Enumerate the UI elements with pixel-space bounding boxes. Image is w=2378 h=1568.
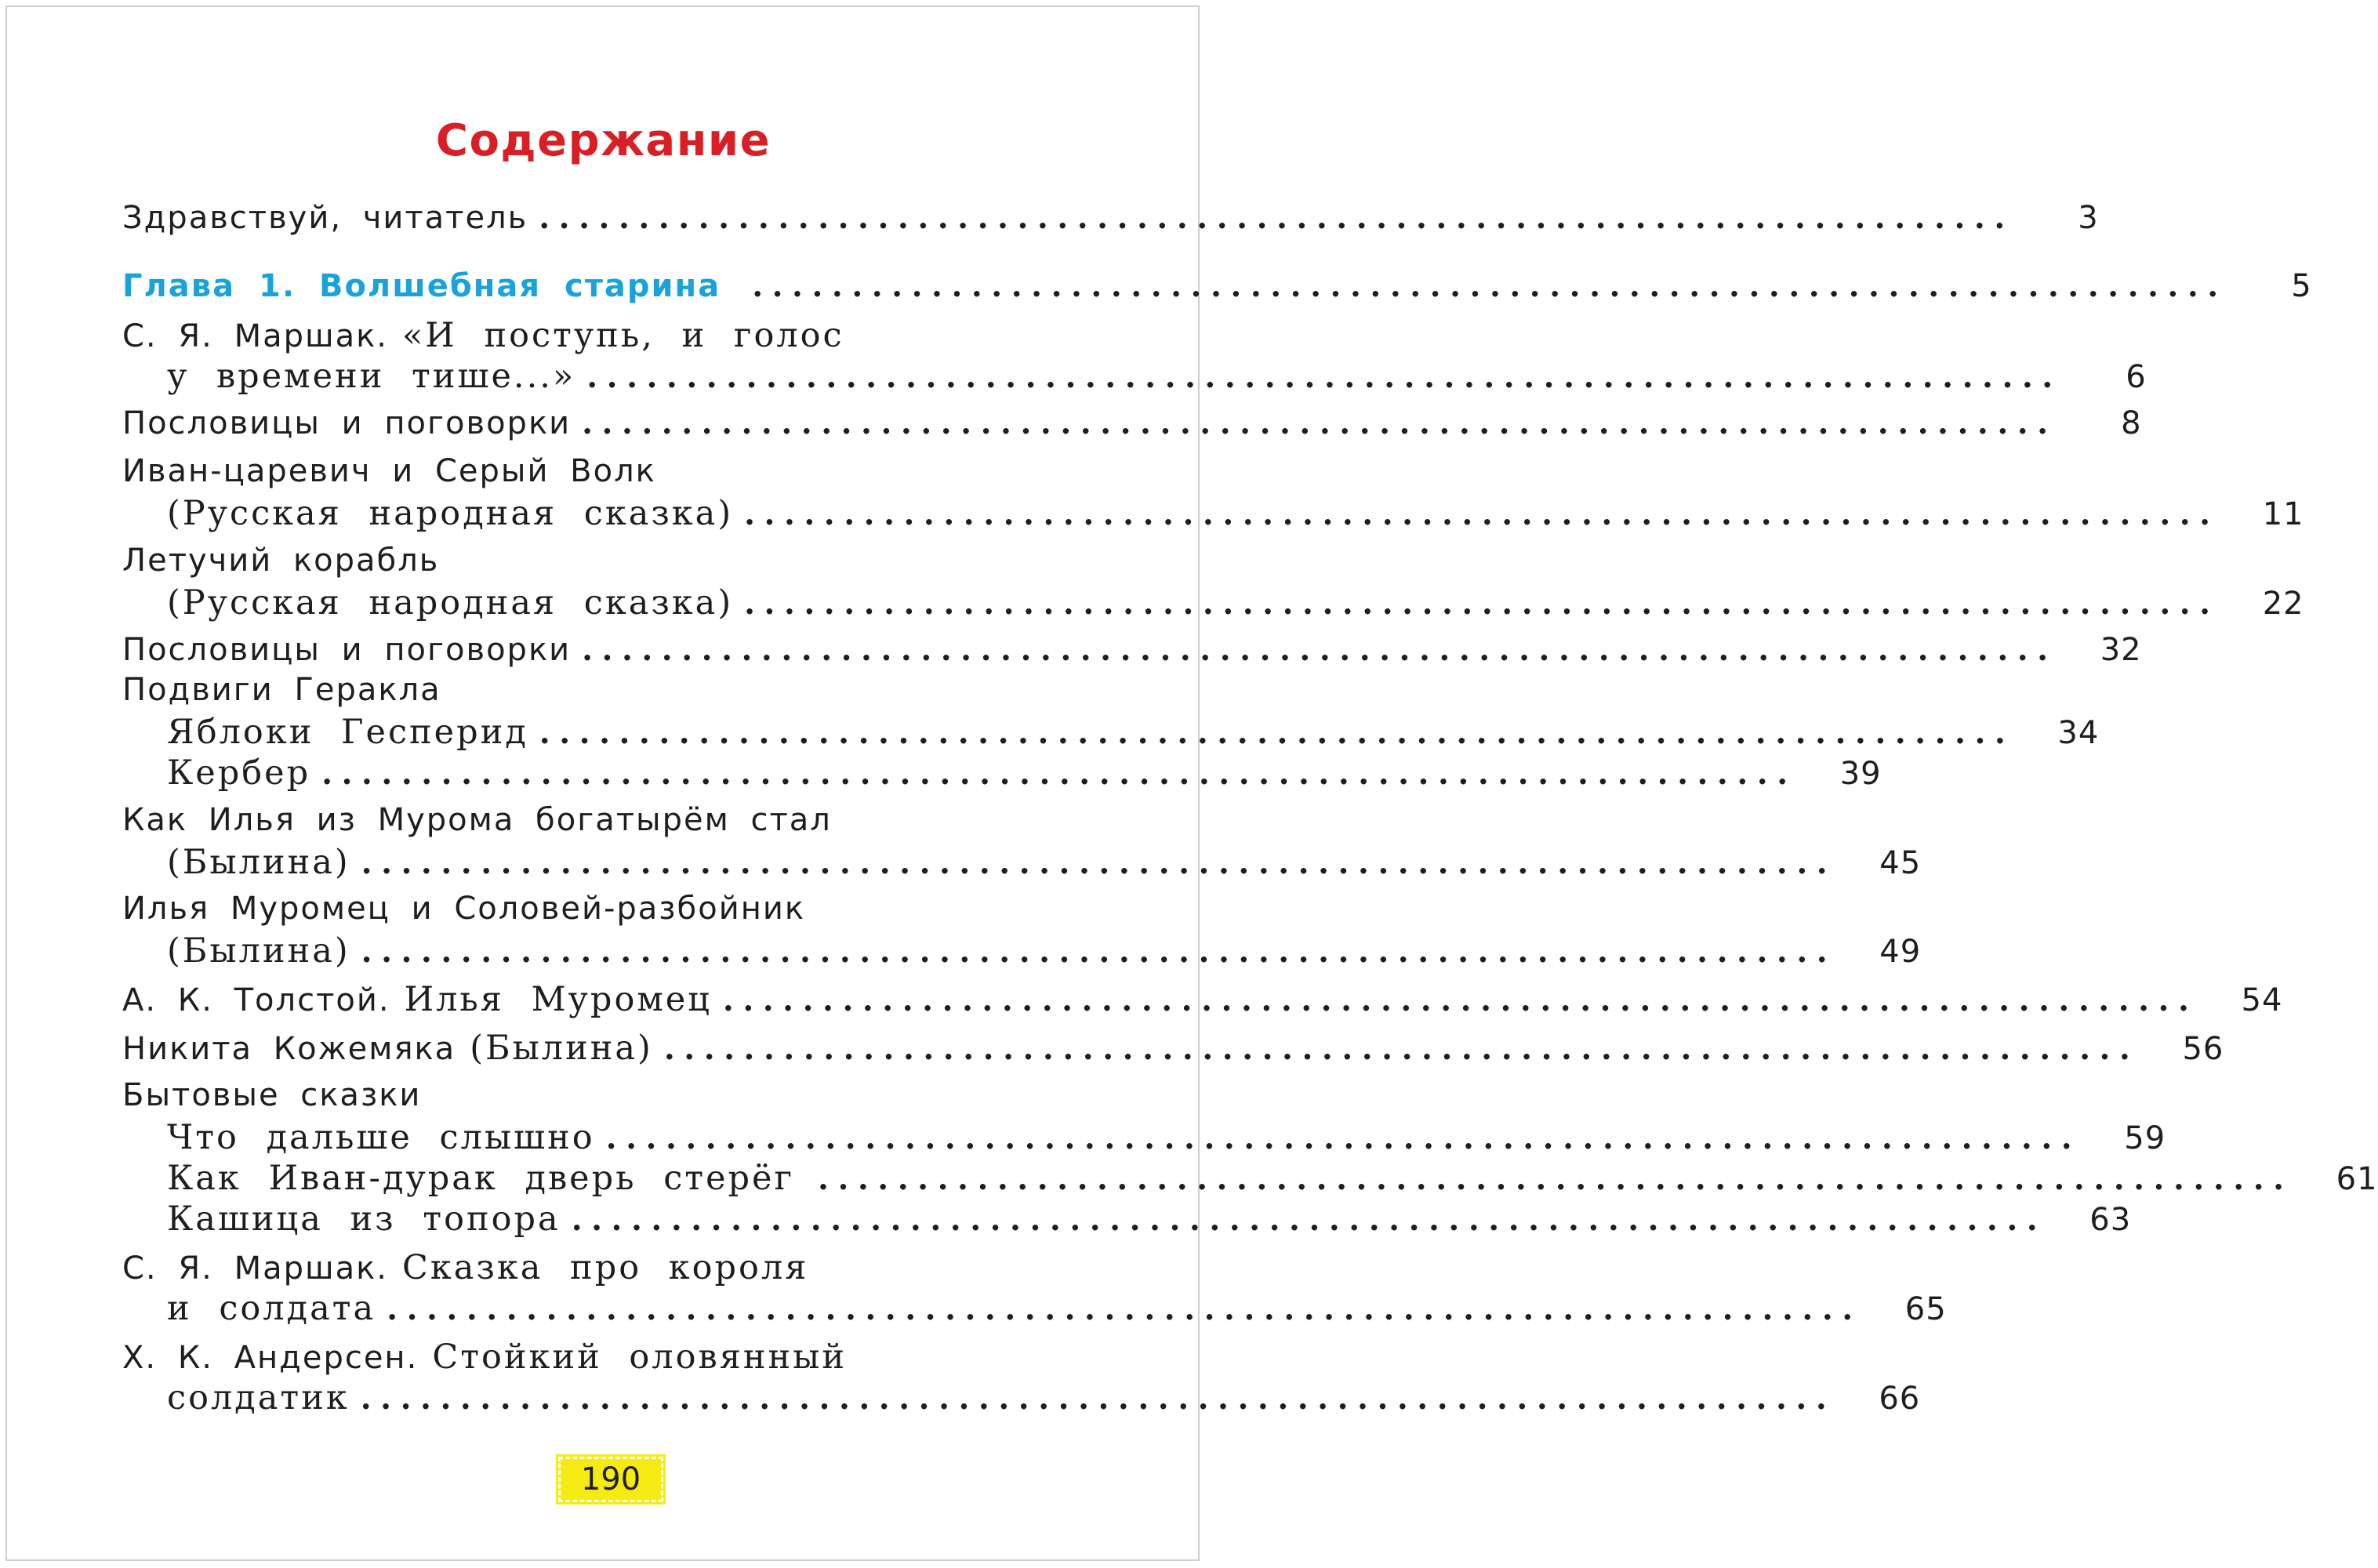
toc-entry[interactable] (122, 199, 2099, 238)
entry-page-number: 6 (2126, 359, 2147, 395)
toc-entry[interactable] (167, 843, 1922, 882)
entry-page-number: 39 (1839, 756, 1882, 792)
entry-author: Илья Муромец и Соловей-разбойник (122, 891, 805, 927)
page-number-badge: 190 (558, 1457, 663, 1502)
entry-title: «И поступь, и голос (401, 316, 844, 355)
toc-entry[interactable] (122, 802, 1098, 841)
entry-author: Пословицы и поговорки (122, 405, 572, 441)
toc-entry[interactable] (167, 1118, 2166, 1157)
entry-page-number: 61 (2336, 1161, 2378, 1197)
entry-page-number: 11 (2262, 496, 2304, 532)
leader-dots: .......................................................................... (539, 199, 2014, 236)
toc-entry[interactable] (122, 405, 2142, 444)
leader-dots: .......................................................................... (818, 1160, 2293, 1197)
entry-title: (Русская народная сказка) (167, 494, 734, 533)
entry-page-number: 45 (1879, 845, 1922, 881)
entry-title: Илья Муромец (404, 980, 712, 1019)
leader-dots: .......................................................................... (752, 267, 2227, 304)
toc-entry[interactable] (122, 1248, 1098, 1287)
leader-dots: .......................................................................... (387, 1290, 1862, 1327)
toc-entry[interactable] (122, 672, 1098, 711)
entry-author: Х. К. Андерсен. (122, 1340, 419, 1376)
entry-author: Здравствуй, читатель (122, 200, 528, 236)
leader-dots: .......................................................................... (360, 1380, 1836, 1417)
entry-title: и солдата (167, 1289, 376, 1328)
entry-page-number: 66 (1879, 1381, 1921, 1417)
toc-entry[interactable] (122, 631, 2142, 670)
entry-title: (Былина) (470, 1029, 653, 1068)
entry-title: (Былина) (167, 843, 350, 882)
leader-dots: .......................................................................... (361, 844, 1837, 881)
leader-dots: .......................................................................... (571, 1201, 2047, 1238)
entry-page-number: 32 (2100, 632, 2142, 668)
entry-title: Как Иван-дурак дверь стерёг (167, 1159, 795, 1198)
leader-dots: .......................................................................... (361, 933, 1837, 970)
entry-author: Летучий корабль (122, 543, 440, 579)
leader-dots: .......................................................................... (744, 495, 2220, 532)
toc-entry[interactable] (167, 1289, 1947, 1328)
entry-title: у времени тише...» (167, 357, 576, 396)
entry-author: А. К. Толстой. (122, 982, 390, 1018)
leader-dots: .......................................................................... (586, 358, 2062, 395)
entry-page-number: 59 (2124, 1120, 2166, 1156)
table-of-contents (122, 0, 2378, 1417)
toc-entry[interactable] (167, 931, 1922, 971)
entry-title: Яблоки Гесперид (167, 713, 528, 752)
entry-page-number: 54 (2241, 982, 2283, 1018)
toc-entry[interactable] (122, 980, 2283, 1019)
entry-author: Пословицы и поговорки (122, 632, 572, 668)
entry-author: С. Я. Маршак. (122, 318, 388, 354)
entry-title: (Русская народная сказка) (167, 583, 734, 622)
leader-dots: .......................................................................... (582, 405, 2057, 441)
toc-entry[interactable] (167, 1200, 2132, 1239)
toc-entry[interactable] (167, 357, 2147, 396)
toc-entry[interactable] (122, 1029, 2224, 1068)
entry-author: С. Я. Маршак. (122, 1250, 388, 1287)
entry-title: солдатик (167, 1378, 350, 1417)
leader-dots: .......................................................................... (722, 982, 2198, 1018)
toc-entry[interactable] (122, 1077, 1098, 1116)
entry-author: Подвиги Геракла (122, 672, 441, 708)
chapter-title: Глава 1. Волшебная старина (122, 268, 721, 304)
entry-title: Стойкий оловянный (432, 1338, 848, 1377)
toc-chapter[interactable] (122, 267, 2312, 307)
entry-author: Никита Кожемяка (122, 1031, 456, 1067)
entry-page-number: 65 (1904, 1291, 1947, 1327)
toc-entry[interactable] (167, 753, 1882, 793)
entry-page-number: 56 (2182, 1031, 2224, 1067)
toc-entry[interactable] (122, 453, 1098, 492)
leader-dots: .......................................................................... (539, 714, 2015, 751)
entry-author: Бытовые сказки (122, 1077, 422, 1113)
leader-dots: .......................................................................... (582, 631, 2057, 668)
entry-page-number: 22 (2262, 586, 2304, 622)
leader-dots: .......................................................................... (605, 1120, 2082, 1156)
entry-page-number: 63 (2089, 1202, 2132, 1238)
toc-entry[interactable] (122, 316, 1098, 355)
entry-title: Сказка про короля (401, 1248, 809, 1287)
entry-title: Кашица из топора (167, 1200, 561, 1239)
toc-entry[interactable] (122, 891, 1098, 930)
toc-entry[interactable] (167, 713, 2100, 752)
toc-entry[interactable] (122, 543, 1098, 582)
entry-page-number: 49 (1879, 934, 1922, 970)
entry-title: (Былина) (167, 931, 350, 971)
toc-entry[interactable] (122, 1338, 1098, 1377)
leader-dots: .......................................................................... (744, 585, 2220, 622)
entry-author: Как Илья из Мурома богатырём стал (122, 802, 832, 838)
entry-page-number: 34 (2057, 715, 2100, 751)
entry-title: Кербер (167, 753, 311, 793)
toc-entry[interactable] (167, 1159, 2378, 1198)
entry-page-number: 3 (2078, 200, 2099, 236)
toc-entry[interactable] (167, 1378, 1921, 1417)
entry-page-number: 5 (2291, 268, 2312, 304)
leader-dots: .......................................................................... (321, 755, 1797, 792)
toc-entry[interactable] (167, 494, 2304, 533)
page-title: Содержание (435, 115, 771, 166)
toc-entry[interactable] (167, 583, 2304, 622)
entry-page-number: 8 (2121, 405, 2142, 441)
entry-title: Что дальше слышно (167, 1118, 595, 1157)
entry-author: Иван-царевич и Серый Волк (122, 453, 656, 489)
leader-dots: .......................................................................... (663, 1030, 2140, 1067)
